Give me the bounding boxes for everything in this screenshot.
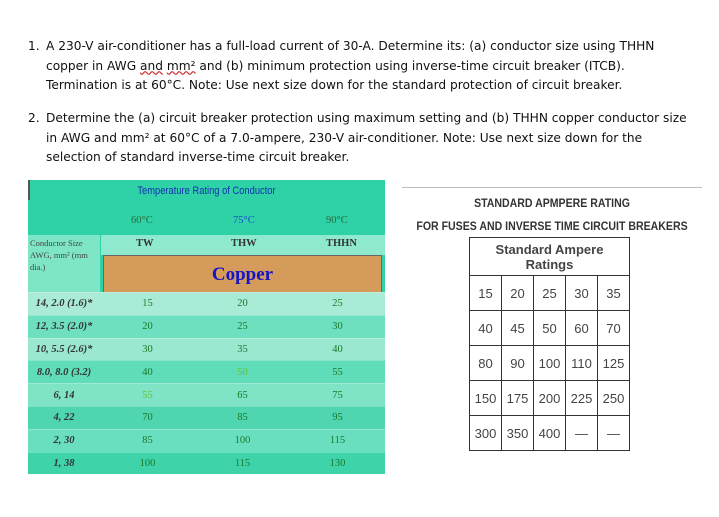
ampacity-cell: 85 [142,435,153,447]
rating-cell: 50 [534,311,566,346]
question-number: 2. [28,111,40,125]
rating-cell: 60 [566,311,598,346]
rating-cell: 100 [534,346,566,381]
rating-cell: 110 [566,346,598,381]
wire-tw: TW [136,238,154,249]
table-row [470,381,630,416]
rating-cell: 35 [598,276,630,311]
ampacity-cell: 15 [142,298,153,310]
ampacity-cell: 25 [237,321,248,333]
ampacity-cell: 20 [142,321,153,333]
table-row [470,276,630,311]
question-text: A 230-V air-conditioner has a full-load current of 30-A. Determine its: (a) conductor size using THHN copper in AWG [46,39,655,73]
wire-type-row [101,235,385,255]
size-cell: 2, 30 [53,435,75,447]
rating-cell: 400 [534,416,566,451]
ampacity-cell: 65 [237,389,248,401]
ampacity-cell: 70 [142,412,153,424]
rating-cell: 200 [534,381,566,416]
image-edge [28,180,30,200]
rating-cell: 90 [502,346,534,381]
size-cell: 12, 3.5 (2.0)* [35,321,93,333]
rating-cell: 125 [598,346,630,381]
size-cell: 1, 38 [53,457,75,469]
table-row [28,452,385,475]
spellcheck-word: mm² [166,58,196,73]
ampacity-cell: 130 [329,457,346,469]
spellcheck-word: and [140,58,163,73]
size-cell: 6, 14 [53,389,75,401]
table-row [28,429,385,452]
rating-cell: 45 [502,311,534,346]
question-2 [28,109,700,168]
table-row [28,338,385,361]
question-text: and (b) minimum protection using inverse-time circuit breaker (ITCB). Termination is at 60°C. Note: Use next size down for the standard protection of circuit breaker. [46,58,625,92]
rating-cell: 250 [598,381,630,416]
question-number: 1. [28,39,40,53]
question-1 [28,37,700,96]
rating-cell: 40 [470,311,502,346]
ampacity-cell: 100 [234,435,251,447]
ampacity-cell: 100 [139,457,156,469]
size-cell: 4, 22 [53,412,75,424]
rating-cell: 225 [566,381,598,416]
ampacity-cell: 40 [142,366,153,378]
rating-cell: — [598,416,630,451]
wire-thw: THW [231,238,257,249]
ampacity-cell: 30 [332,321,343,333]
wire-thhn: THHN [326,238,357,249]
ampacity-cell: 85 [237,412,248,424]
ampacity-cell: 30 [142,343,153,355]
ampacity-cell: 55 [332,366,343,378]
table-row [470,346,630,381]
ampacity-cell: 35 [237,343,248,355]
rating-cell: 20 [502,276,534,311]
rating-cell: 70 [598,311,630,346]
table-row [28,383,385,406]
ampacity-cell: 50 [237,366,248,378]
rating-cell: 175 [502,381,534,416]
size-cell: 10, 5.5 (2.6)* [35,343,93,355]
selection-handle-line [402,187,702,188]
ratings-header: Standard Ampere Ratings [470,238,630,276]
ampacity-cell: 55 [142,389,153,401]
rating-cell: 80 [470,346,502,381]
rating-cell: — [566,416,598,451]
size-cell: 8.0, 8.0 (3.2) [36,366,92,378]
table-row [28,360,385,383]
ampacity-cell: 25 [332,298,343,310]
rating-cell: 25 [534,276,566,311]
standard-ratings-table [469,237,630,451]
ampacity-cell: 40 [332,343,343,355]
standard-ratings-image[interactable] [397,180,707,460]
rating-cell: 150 [470,381,502,416]
rating-cell: 350 [502,416,534,451]
ratings-title-2: FOR FUSES AND INVERSE TIME CIRCUIT BREAKERS [416,219,688,233]
ampacity-cell: 20 [237,298,248,310]
ampacity-cell: 75 [332,389,343,401]
temp-75: 75°C [233,215,255,226]
ampacity-cell: 115 [234,457,251,469]
conductor-size-label: Conductor Size AWG, mm² (mm dia.) [28,235,100,297]
ampacity-rows [28,292,385,474]
question-text: Determine the (a) circuit breaker protection using maximum setting and (b) THHN copper conductor size in AWG and mm² at 60°C of a 7.0-ampere, 230-V air-conditioner. Note: Use next size down for the selection of standard inverse-time circuit breaker. [46,111,687,164]
ampacity-table-image[interactable] [28,180,385,467]
table-row [28,315,385,338]
rating-cell: 300 [470,416,502,451]
size-cell: 14, 2.0 (1.6)* [35,298,93,310]
temp-60: 60°C [131,215,153,226]
table-row [28,292,385,315]
ampacity-cell: 95 [332,412,343,424]
table-row [28,406,385,429]
ratings-title-1: STANDARD APMPERE RATING [474,196,630,210]
table-row [470,416,630,451]
ampacity-cell: 115 [329,435,346,447]
rating-cell: 30 [566,276,598,311]
table-row [470,311,630,346]
material-copper: Copper [103,255,382,294]
table-title: Temperature Rating of Conductor [137,185,276,197]
rating-cell: 15 [470,276,502,311]
temp-90: 90°C [326,215,348,226]
